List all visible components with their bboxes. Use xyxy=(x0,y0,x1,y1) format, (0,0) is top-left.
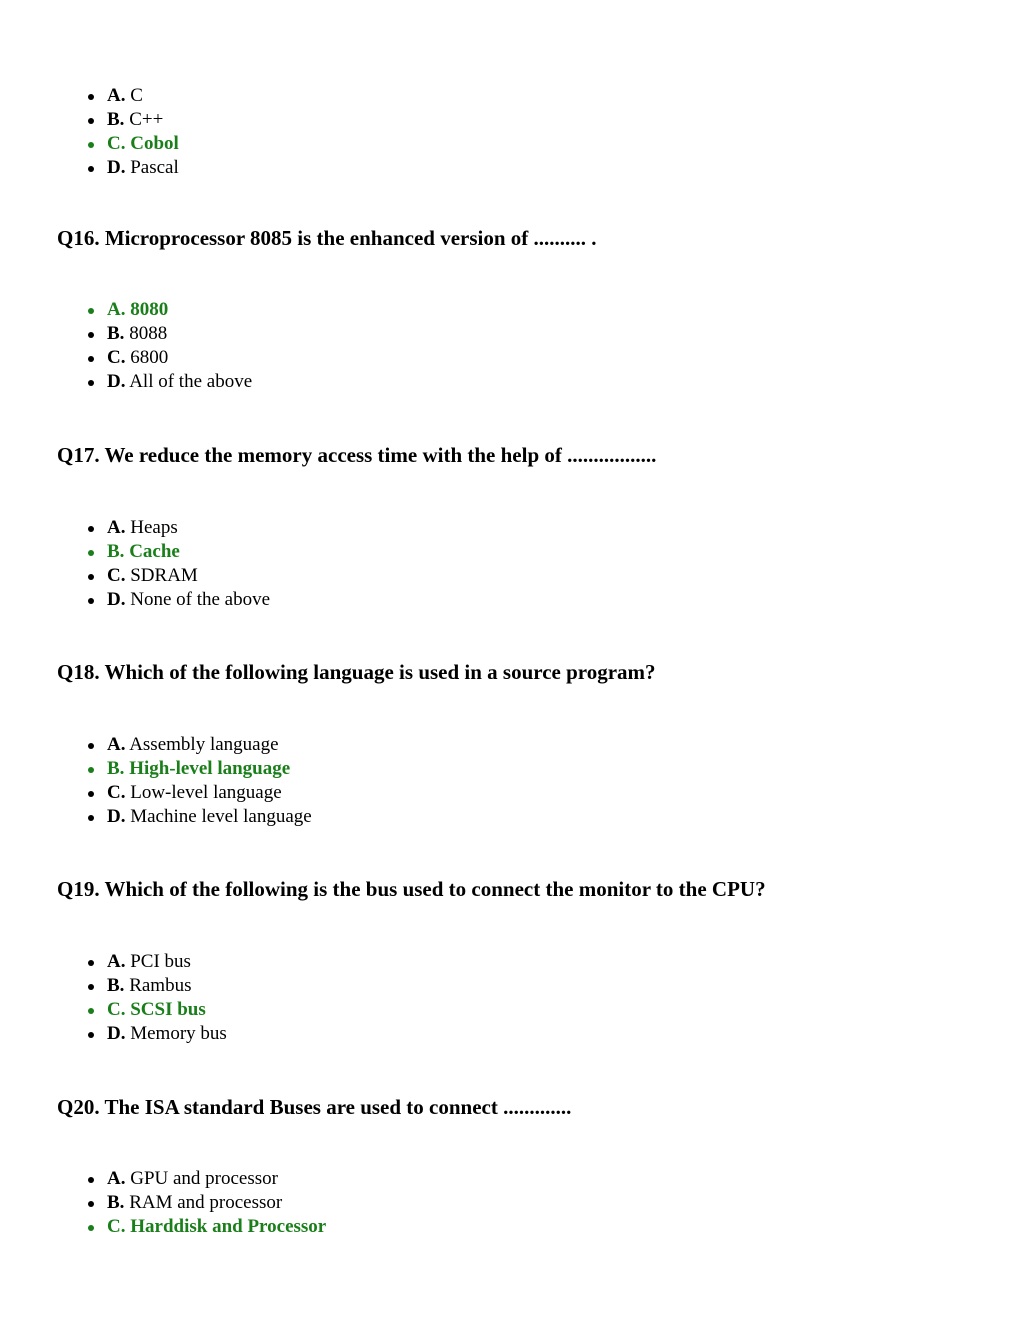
option-letter: C. xyxy=(107,133,126,154)
option-b-correct xyxy=(88,757,312,781)
option-letter: A. xyxy=(107,734,126,755)
option-b xyxy=(88,1191,326,1215)
option-letter: D. xyxy=(107,157,126,178)
option-d xyxy=(88,805,312,829)
option-b xyxy=(88,974,227,998)
option-b xyxy=(88,322,252,346)
option-letter: B. xyxy=(107,323,125,344)
bullet-icon xyxy=(88,118,94,124)
bullet-icon xyxy=(88,380,94,386)
option-text: All of the above xyxy=(129,371,253,392)
bullet-icon xyxy=(88,743,94,749)
option-letter: C. xyxy=(107,782,126,803)
bullet-icon xyxy=(88,94,94,100)
option-letter: A. xyxy=(107,951,126,972)
option-letter: B. xyxy=(107,975,125,996)
bullet-icon xyxy=(88,1008,94,1014)
option-letter: D. xyxy=(107,589,126,610)
bullet-icon xyxy=(88,574,94,580)
option-letter: B. xyxy=(107,758,125,779)
option-list-q19 xyxy=(88,950,227,1046)
option-a xyxy=(88,733,312,757)
option-letter: D. xyxy=(107,1023,126,1044)
option-letter: C. xyxy=(107,1216,126,1237)
option-letter: A. xyxy=(107,517,126,538)
option-text: Low-level language xyxy=(130,782,282,803)
option-b xyxy=(88,108,179,132)
option-letter: A. xyxy=(107,1168,126,1189)
bullet-icon xyxy=(88,1201,94,1207)
option-list-q16 xyxy=(88,298,252,394)
option-letter: A. xyxy=(107,299,126,320)
option-text: RAM and processor xyxy=(129,1192,283,1213)
bullet-icon xyxy=(88,356,94,362)
bullet-icon xyxy=(88,308,94,314)
option-text: Memory bus xyxy=(130,1023,227,1044)
option-text: 8080 xyxy=(130,299,169,320)
option-text: C xyxy=(130,85,143,106)
question-q17: Q17. We reduce the memory access time with the help of ................. xyxy=(57,443,657,467)
option-list-q17 xyxy=(88,516,270,612)
option-text: Cache xyxy=(129,541,180,562)
option-text: PCI bus xyxy=(130,951,191,972)
option-letter: C. xyxy=(107,347,126,368)
option-list-q15 xyxy=(88,84,179,180)
option-a xyxy=(88,84,179,108)
option-text: Cobol xyxy=(130,133,179,154)
bullet-icon xyxy=(88,526,94,532)
option-letter: A. xyxy=(107,85,126,106)
option-list-q20 xyxy=(88,1167,326,1239)
option-letter: B. xyxy=(107,109,125,130)
option-d xyxy=(88,156,179,180)
option-b-correct xyxy=(88,540,270,564)
option-text: Machine level language xyxy=(130,806,312,827)
option-a xyxy=(88,950,227,974)
bullet-icon xyxy=(88,142,94,148)
option-list-q18 xyxy=(88,733,312,829)
option-c xyxy=(88,781,312,805)
bullet-icon xyxy=(88,815,94,821)
bullet-icon xyxy=(88,984,94,990)
bullet-icon xyxy=(88,1225,94,1231)
option-text: 8088 xyxy=(129,323,168,344)
option-text: SDRAM xyxy=(130,565,198,586)
option-text: Heaps xyxy=(130,517,178,538)
option-text: SCSI bus xyxy=(130,999,206,1020)
option-text: Pascal xyxy=(130,157,179,178)
option-text: GPU and processor xyxy=(130,1168,278,1189)
option-a-correct xyxy=(88,298,252,322)
option-c-correct xyxy=(88,1215,326,1239)
option-text: 6800 xyxy=(130,347,169,368)
question-q20: Q20. The ISA standard Buses are used to connect ............. xyxy=(57,1095,572,1119)
option-c xyxy=(88,564,270,588)
question-q19: Q19. Which of the following is the bus used to connect the monitor to the CPU? xyxy=(57,877,766,901)
bullet-icon xyxy=(88,1032,94,1038)
bullet-icon xyxy=(88,767,94,773)
bullet-icon xyxy=(88,1177,94,1183)
bullet-icon xyxy=(88,960,94,966)
option-c-correct xyxy=(88,132,179,156)
option-text: C++ xyxy=(129,109,164,130)
option-d xyxy=(88,1022,227,1046)
bullet-icon xyxy=(88,550,94,556)
option-text: High-level language xyxy=(129,758,291,779)
option-letter: C. xyxy=(107,999,126,1020)
option-letter: B. xyxy=(107,541,125,562)
option-a xyxy=(88,516,270,540)
option-d xyxy=(88,370,252,394)
option-text: Rambus xyxy=(129,975,192,996)
bullet-icon xyxy=(88,166,94,172)
option-text: Harddisk and Processor xyxy=(130,1216,327,1237)
bullet-icon xyxy=(88,332,94,338)
option-c xyxy=(88,346,252,370)
option-text: None of the above xyxy=(130,589,271,610)
option-a xyxy=(88,1167,326,1191)
option-d xyxy=(88,588,270,612)
option-letter: B. xyxy=(107,1192,125,1213)
option-text: Assembly language xyxy=(129,734,279,755)
option-letter: D. xyxy=(107,371,126,392)
question-q18: Q18. Which of the following language is used in a source program? xyxy=(57,660,656,684)
option-c-correct xyxy=(88,998,227,1022)
option-letter: D. xyxy=(107,806,126,827)
question-q16: Q16. Microprocessor 8085 is the enhanced version of .......... . xyxy=(57,226,597,250)
bullet-icon xyxy=(88,598,94,604)
option-letter: C. xyxy=(107,565,126,586)
bullet-icon xyxy=(88,791,94,797)
